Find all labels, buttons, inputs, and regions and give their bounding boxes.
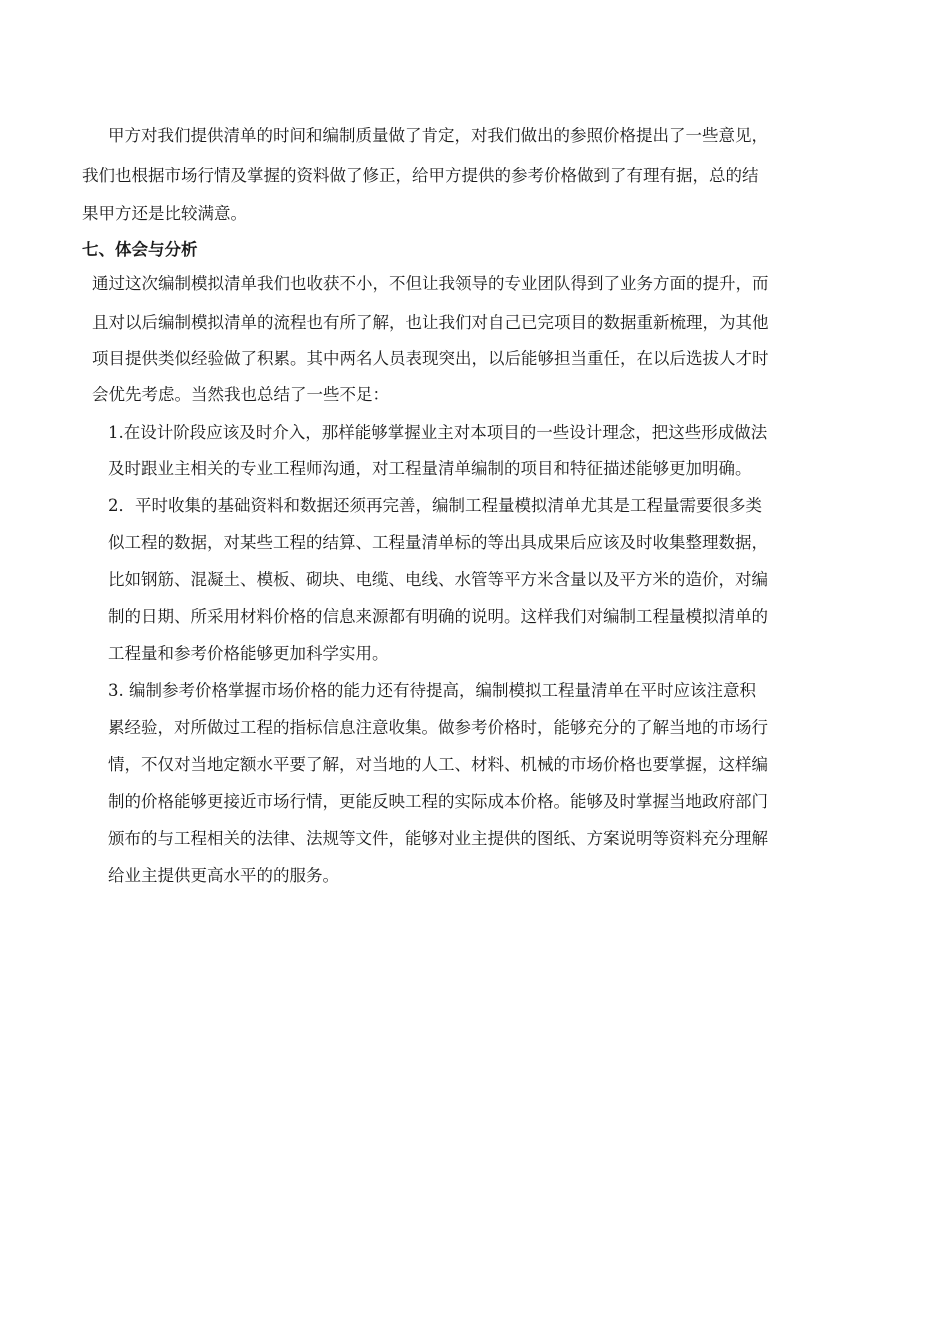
point-1-line-1: 1.在设计阶段应该及时介入，那样能够掌握业主对本项目的一些设计理念，把这些形成做法	[108, 423, 768, 442]
summary-line-2: 且对以后编制模拟清单的流程也有所了解，也让我们对自己已完项目的数据重新梳理，为其他	[92, 313, 769, 332]
point-2-line-4: 制的日期、所采用材料价格的信息来源都有明确的说明。这样我们对编制工程量模拟清单的	[108, 607, 768, 626]
point-3-line-2: 累经验，对所做过工程的指标信息注意收集。做参考价格时，能够充分的了解当地的市场行	[108, 718, 768, 737]
point-3-line-1: 3. 编制参考价格掌握市场价格的能力还有待提高，编制模拟工程量清单在平时应该注意积	[108, 681, 756, 700]
summary-line-4: 会优先考虑。当然我也总结了一些不足：	[92, 385, 389, 404]
point-3-line-5: 颁布的与工程相关的法律、法规等文件，能够对业主提供的图纸、方案说明等资料充分理解	[108, 829, 768, 848]
section-heading: 七、体会与分析	[82, 240, 198, 259]
intro-line-3: 果甲方还是比较满意。	[82, 204, 247, 223]
point-2-line-3: 比如钢筋、混凝土、模板、砌块、电缆、电线、水管等平方米含量以及平方米的造价，对编	[108, 570, 768, 589]
point-3-line-3: 情，不仅对当地定额水平要了解，对当地的人工、材料、机械的市场价格也要掌握，这样编	[108, 755, 768, 774]
intro-line-2: 我们也根据市场行情及掌握的资料做了修正，给甲方提供的参考价格做到了有理有据，总的结	[82, 166, 759, 185]
point-2-line-5: 工程量和参考价格能够更加科学实用。	[108, 644, 389, 663]
point-1-line-2: 及时跟业主相关的专业工程师沟通，对工程量清单编制的项目和特征描述能够更加明确。	[108, 459, 752, 478]
intro-line-1: 甲方对我们提供清单的时间和编制质量做了肯定，对我们做出的参照价格提出了一些意见，	[108, 126, 768, 145]
summary-line-1: 通过这次编制模拟清单我们也收获不小，不但让我领导的专业团队得到了业务方面的提升，而	[92, 274, 769, 293]
point-2-line-2: 似工程的数据，对某些工程的结算、工程量清单标的等出具成果后应该及时收集整理数据，	[108, 533, 768, 552]
point-2-line-1: 2．平时收集的基础资料和数据还须再完善，编制工程量模拟清单尤其是工程量需要很多类	[108, 496, 762, 515]
point-3-line-4: 制的价格能够更接近市场行情，更能反映工程的实际成本价格。能够及时掌握当地政府部门	[108, 792, 768, 811]
summary-line-3: 项目提供类似经验做了积累。其中两名人员表现突出，以后能够担当重任，在以后选拔人才时	[92, 349, 769, 368]
point-3-line-6: 给业主提供更高水平的的服务。	[108, 866, 339, 885]
